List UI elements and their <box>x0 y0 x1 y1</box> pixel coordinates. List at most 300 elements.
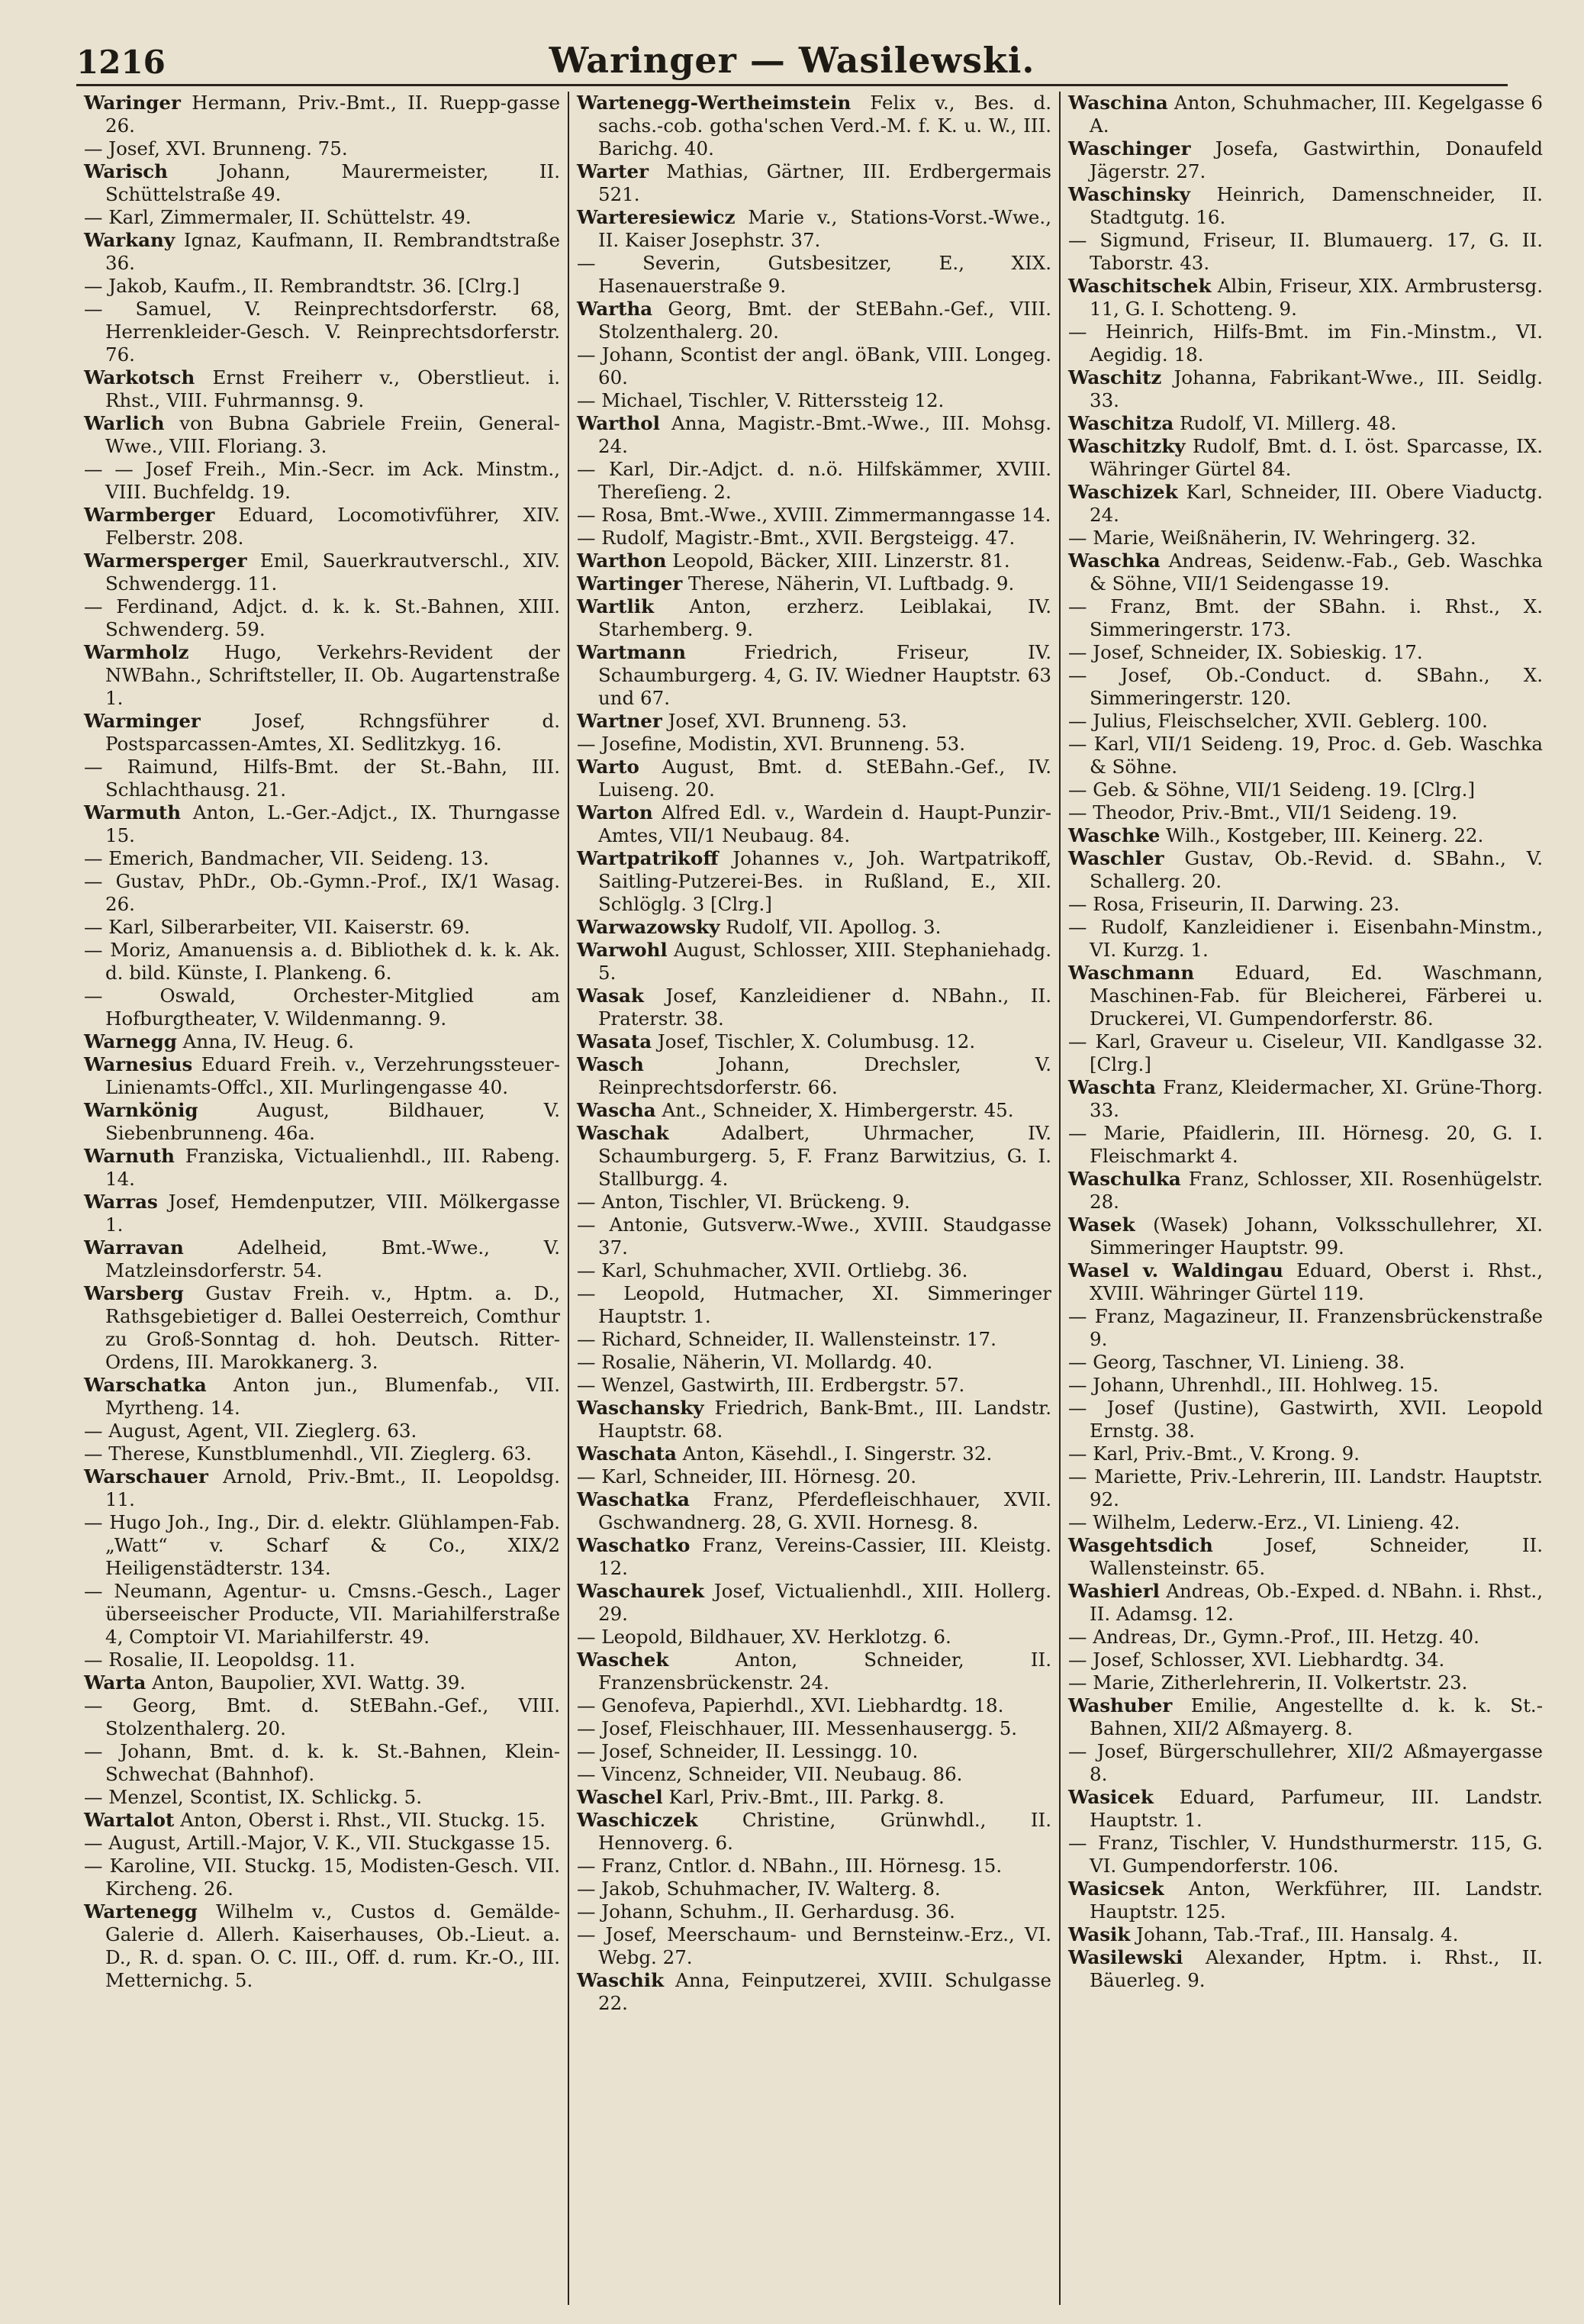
entry-surname: Waschaurek <box>577 1580 704 1602</box>
directory-entry <box>84 641 560 710</box>
directory-entry <box>84 870 560 916</box>
entry-surname: Warta <box>84 1671 146 1694</box>
directory-entry <box>577 1855 1051 1878</box>
entry-surname: Waschmann <box>1068 962 1195 984</box>
entry-surname: Warto <box>577 756 639 778</box>
entry-surname: Warthon <box>577 550 667 572</box>
directory-entry <box>577 710 1051 733</box>
directory-entry <box>577 206 1051 252</box>
entry-details: Alfred Edl. v., Wardein d. Haupt-Punzir-Amtes, VII/1 Neubaug. 84. <box>598 801 1051 846</box>
entry-details: — August, Agent, VII. Zieglerg. 63. <box>84 1420 417 1442</box>
directory-entry <box>84 595 560 641</box>
entry-surname: Wasata <box>577 1030 652 1052</box>
entry-surname: Warmholz <box>84 641 189 663</box>
directory-entry <box>577 1397 1051 1442</box>
entry-surname: Waschizek <box>1068 481 1178 503</box>
directory-entry <box>84 1442 560 1465</box>
entry-details: Albin, Friseur, XIX. Armbrustersg. 11, G. I. Schotteng. 9. <box>1090 275 1543 320</box>
entry-details: Johanna, Fabrikant-Wwe., III. Seidlg. 33. <box>1090 366 1543 411</box>
directory-entry <box>1068 1649 1543 1671</box>
entry-details: — Rosa, Bmt.-Wwe., XVIII. Zimmermanngasse 14. <box>577 504 1051 526</box>
entry-details: — Leopold, Hutmacher, XI. Simmeringer Hauptstr. 1. <box>577 1282 1051 1327</box>
directory-entry <box>1068 435 1544 481</box>
entry-details: Andreas, Ob.-Exped. d. NBahn. i. Rhst., II. Adamsg. 12. <box>1090 1580 1543 1625</box>
directory-entry <box>577 527 1051 550</box>
entry-details: — Johann, Schuhm., II. Gerhardusg. 36. <box>577 1900 955 1923</box>
directory-entry <box>1068 1374 1543 1397</box>
entry-details: Anton, Schuhmacher, III. Kegelgasse 6 A. <box>1090 92 1543 137</box>
column-3 <box>1059 92 1550 2305</box>
directory-entry <box>84 1145 560 1191</box>
entry-surname: Waschitz <box>1068 366 1162 388</box>
entry-surname: Waschik <box>577 1969 665 1991</box>
entry-details: — Wenzel, Gastwirth, III. Erdbergstr. 57. <box>577 1374 965 1396</box>
entry-surname: Waschel <box>577 1786 663 1808</box>
directory-entry <box>577 1626 1051 1649</box>
directory-entry <box>577 1809 1051 1855</box>
directory-entry <box>1068 1511 1543 1534</box>
entry-details: — Theodor, Priv.-Bmt., VII/1 Seideng. 19. <box>1068 801 1458 824</box>
directory-entry <box>1068 962 1543 1030</box>
entry-details: — Neumann, Agentur- u. Cmsns.-Gesch., Lager überseeischer Producte, VII. Mariahilferstraße 4, Comptoir VI. Mariahilferstr. 49. <box>84 1580 560 1648</box>
directory-entry <box>577 1122 1051 1191</box>
entry-details: Eduard, Locomotivführer, XIV. Felberstr. 208. <box>105 504 561 549</box>
directory-entry <box>84 1236 561 1282</box>
entry-surname: Warravan <box>84 1236 184 1259</box>
entry-details: — Menzel, Scontist, IX. Schlickg. 5. <box>84 1786 423 1808</box>
directory-entry <box>84 412 560 458</box>
directory-entry <box>84 1832 560 1855</box>
entry-details: Rudolf, Bmt. d. I. öst. Sparcasse, IX. Währinger Gürtel 84. <box>1090 435 1544 480</box>
entry-surname: Wartlik <box>577 595 655 617</box>
page-title: Waringer — Wasilewski. <box>549 40 1035 81</box>
entry-surname: Washuber <box>1068 1694 1173 1716</box>
entry-surname: Warmuth <box>84 801 182 824</box>
entry-surname: Warschauer <box>84 1465 208 1488</box>
entry-details: — Gustav, PhDr., Ob.-Gymn.-Prof., IX/1 Wasag. 26. <box>84 870 560 915</box>
directory-entry <box>577 985 1051 1030</box>
directory-entry <box>577 1969 1051 2015</box>
entry-details: Rudolf, VI. Millerg. 48. <box>1180 412 1397 434</box>
directory-entry <box>84 298 560 366</box>
entry-details: — Heinrich, Hilfs-Bmt. im Fin.-Minstm., VI. Aegidig. 18. <box>1068 321 1543 366</box>
directory-entry <box>1068 1465 1543 1511</box>
entry-details: — Samuel, V. Reinprechtsdorferstr. 68, Herrenkleider-Gesch. V. Reinprechtsdorferstr. 76. <box>84 298 560 366</box>
directory-entry <box>84 92 560 137</box>
entry-details: Josef, Victualienhdl., XIII. Hollerg. 29. <box>598 1580 1051 1625</box>
entry-details: Johannes v., Joh. Wartpatrikoff, Saitling-Putzerei-Bes. in Rußland, E., XII. Schlöglg. 3 [Clrg.] <box>598 847 1051 915</box>
entry-details: Gustav Freih. v., Hptm. a. D., Rathsgebietiger d. Ballei Oesterreich, Comthur zu Groß-Sonntag d. hoh. Deutsch. Ritter-Ordens, III. Marokkanerg. 3. <box>105 1282 560 1373</box>
directory-entry <box>84 1282 560 1374</box>
directory-entry <box>84 1786 560 1809</box>
entry-details: Rudolf, VII. Apollog. 3. <box>726 916 942 938</box>
directory-entry <box>84 1374 560 1420</box>
entry-details: — Leopold, Bildhauer, XV. Herklotzg. 6. <box>577 1626 951 1648</box>
directory-entry <box>1068 1076 1543 1122</box>
entry-details: — Ferdinand, Adjct. d. k. k. St.-Bahnen, XIII. Schwenderg. 59. <box>84 595 560 640</box>
entry-surname: Wasak <box>577 985 644 1007</box>
entry-details: August, Schlosser, XIII. Stephaniehadg. 5. <box>598 939 1051 984</box>
directory-entry <box>577 916 1051 939</box>
entry-details: Franziska, Victualienhdl., III. Rabeng. 14. <box>105 1145 560 1190</box>
entry-details: Ant., Schneider, X. Himbergerstr. 45. <box>662 1099 1014 1121</box>
directory-entry <box>84 1580 560 1649</box>
entry-surname: Wartalot <box>84 1809 175 1831</box>
entry-details: — Mariette, Priv.-Lehrerin, III. Landstr. Hauptstr. 92. <box>1068 1465 1543 1510</box>
directory-entry <box>577 298 1051 343</box>
directory-entry <box>84 710 560 756</box>
entry-details: Anton, Werkführer, III. Landstr. Hauptstr. 125. <box>1090 1878 1543 1923</box>
directory-entry <box>84 985 560 1030</box>
entry-details: Johann, Maurermeister, II. Schüttelstraße 49. <box>105 160 560 205</box>
directory-entry <box>577 412 1051 458</box>
directory-entry <box>1068 137 1544 183</box>
entry-surname: Waschata <box>577 1442 677 1465</box>
entry-details: Therese, Näherin, VI. Luftbadg. 9. <box>688 572 1015 595</box>
entry-details: — Josef, Schlosser, XVI. Liebhardtg. 34. <box>1068 1649 1445 1671</box>
entry-details: Franz, Schlosser, XII. Rosenhügelstr. 28. <box>1090 1168 1543 1213</box>
entry-surname: Washierl <box>1068 1580 1160 1602</box>
directory-entry <box>577 1351 1051 1374</box>
directory-entry <box>1068 1946 1543 1992</box>
directory-entry <box>577 1878 1051 1900</box>
directory-entry <box>577 1030 1051 1053</box>
directory-entry <box>84 1465 560 1511</box>
directory-entry <box>577 1488 1051 1534</box>
entry-surname: Waschinsky <box>1068 183 1190 205</box>
directory-entry <box>84 1420 560 1442</box>
directory-entry <box>84 1511 560 1580</box>
entry-surname: Wasik <box>1068 1923 1131 1945</box>
entry-surname: Warwazowsky <box>577 916 720 938</box>
directory-entry <box>1068 550 1543 595</box>
entry-details: August, Bmt. d. StEBahn.-Gef., IV. Luiseng. 20. <box>598 756 1051 801</box>
entry-details: — Richard, Schneider, II. Wallensteinstr. 17. <box>577 1328 996 1350</box>
directory-entry <box>1068 275 1543 321</box>
entry-details: — Georg, Bmt. d. StEBahn.-Gef., VIII. Stolzenthalerg. 20. <box>84 1694 560 1739</box>
entry-details: — August, Artill.-Major, V. K., VII. Stuckgasse 15. <box>84 1832 551 1854</box>
directory-entry <box>1068 824 1543 847</box>
directory-entry <box>577 1465 1051 1488</box>
entry-details: — Karl, VII/1 Seideng. 19, Proc. d. Geb. Waschka & Söhne. <box>1068 733 1543 778</box>
entry-details: — Josef, Ob.-Conduct. d. SBahn., X. Simmeringerstr. 120. <box>1068 664 1543 709</box>
entry-details: — Karl, Graveur u. Ciseleur, VII. Kandlgasse 32. [Clrg.] <box>1068 1030 1543 1075</box>
entry-surname: Warkotsch <box>84 366 195 388</box>
directory-entry <box>1068 1694 1543 1740</box>
entry-details: Josefa, Gastwirthin, Donaufeld Jägerstr. 27. <box>1090 137 1544 182</box>
directory-entry <box>84 756 560 801</box>
entry-details: Josef, Hemdenputzer, VIII. Mölkergasse 1. <box>105 1191 560 1236</box>
directory-entry <box>1068 1214 1543 1259</box>
directory-entry <box>577 595 1051 641</box>
directory-entry <box>577 1740 1051 1763</box>
directory-entry <box>84 458 560 504</box>
entry-details: — Karl, Dir.-Adjct. d. n.ö. Hilfskämmer, XVIII. Thereſieng. 2. <box>577 458 1051 503</box>
directory-entry <box>577 756 1051 801</box>
directory-entry <box>577 160 1051 206</box>
directory-entry <box>1068 1351 1543 1374</box>
entry-surname: Wasel v. Waldingau <box>1068 1259 1283 1281</box>
directory-entry <box>1068 1168 1543 1214</box>
entry-details: August, Bildhauer, V. Siebenbrunneng. 46a. <box>105 1099 560 1144</box>
entry-surname: Warton <box>577 801 653 824</box>
directory-entry <box>84 1809 560 1832</box>
entry-details: Gustav, Ob.-Revid. d. SBahn., V. Schallerg. 20. <box>1090 847 1543 892</box>
directory-entry <box>1068 1305 1543 1351</box>
entry-details: — Josef (Justine), Gastwirth, XVII. Leopold Ernstg. 38. <box>1068 1397 1543 1442</box>
entry-surname: Warlich <box>84 412 165 434</box>
directory-entry <box>1068 801 1543 824</box>
directory-entry <box>1068 1442 1543 1465</box>
entry-details: — Karl, Schuhmacher, XVII. Ortliebg. 36. <box>577 1259 968 1281</box>
directory-entry <box>1068 1786 1543 1832</box>
entry-details: Friedrich, Bank-Bmt., III. Landstr. Hauptstr. 68. <box>598 1397 1051 1442</box>
entry-details: Karl, Priv.-Bmt., III. Parkg. 8. <box>668 1786 945 1808</box>
directory-entry <box>84 1099 560 1145</box>
entry-details: Heinrich, Damenschneider, II. Stadtgutg. 16. <box>1090 183 1543 228</box>
directory-entry <box>577 1053 1051 1099</box>
directory-entry <box>84 847 560 870</box>
directory-entry <box>1068 1832 1543 1878</box>
directory-entry <box>577 939 1051 985</box>
entry-details: Franz, Kleidermacher, XI. Grüne-Thorg. 33. <box>1090 1076 1543 1121</box>
entry-details: — Wilhelm, Lederw.-Erz., VI. Linieng. 42. <box>1068 1511 1460 1533</box>
directory-entry <box>577 1214 1051 1259</box>
entry-details: Anna, Magistr.-Bmt.-Wwe., III. Mohsg. 24. <box>598 412 1051 457</box>
entry-details: — Rosalie, II. Leopoldsg. 11. <box>84 1649 356 1671</box>
entry-details: Anton, Oberst i. Rhst., VII. Stuckg. 15. <box>180 1809 546 1831</box>
entry-details: — Karoline, VII. Stuckg. 15, Modisten-Gesch. VII. Kircheng. 26. <box>84 1855 560 1900</box>
entry-surname: Warminger <box>84 710 201 732</box>
entry-details: — Josef, Fleischhauer, III. Messenhausergg. 5. <box>577 1717 1018 1739</box>
entry-details: — — Josef Freih., Min.-Secr. im Ack. Minstm., VIII. Buchfeldg. 19. <box>84 458 560 503</box>
entry-details: — Marie, Zitherlehrerin, II. Volkertstr. 23. <box>1068 1671 1468 1694</box>
entry-details: — Raimund, Hilfs-Bmt. der St.-Bahn, III. Schlachthausg. 21. <box>84 756 560 801</box>
entry-details: Wilhelm v., Custos d. Gemälde-Galerie d. Allerh. Kaiserhauses, Ob.-Lieut. a. D., R. d. span. O. C. III., Off. d. rum. Kr.-O., III. Metternichg. 5. <box>105 1900 561 1991</box>
directory-entry <box>1068 733 1543 778</box>
directory-entry <box>1068 1878 1543 1923</box>
entry-details: — Josef, Bürgerschullehrer, XII/2 Aßmayergasse 8. <box>1068 1740 1543 1785</box>
entry-details: — Michael, Tischler, V. Ritterssteig 12. <box>577 389 945 411</box>
directory-entry <box>577 1534 1051 1580</box>
directory-entry <box>577 550 1051 572</box>
entry-details: — Franz, Magazineur, II. Franzensbrückenstraße 9. <box>1068 1305 1543 1350</box>
directory-entry <box>1068 1397 1543 1442</box>
entry-details: Johann, Tab.-Traf., III. Hansalg. 4. <box>1136 1923 1459 1945</box>
entry-details: von Bubna Gabriele Freiin, General-Wwe., VIII. Floriang. 3. <box>105 412 560 457</box>
entry-surname: Waschansky <box>577 1397 704 1419</box>
entry-surname: Warter <box>577 160 649 182</box>
entry-details: — Josef, Meerschaum- und Bernsteinw.-Erz., VI. Webg. 27. <box>577 1923 1051 1968</box>
entry-details: Eduard, Parfumeur, III. Landstr. Hauptstr. 1. <box>1090 1786 1543 1831</box>
directory-columns <box>76 92 1550 2305</box>
entry-surname: Warsberg <box>84 1282 184 1304</box>
directory-entry <box>1068 778 1543 801</box>
entry-surname: Warwohl <box>577 939 668 961</box>
directory-entry <box>84 1649 560 1671</box>
entry-details: Anna, Feinputzerei, XVIII. Schulgasse 22. <box>598 1969 1051 2014</box>
directory-entry <box>577 1191 1051 1214</box>
directory-entry <box>1068 1740 1543 1786</box>
entry-details: — Josefine, Modistin, XVI. Brunneng. 53. <box>577 733 966 755</box>
entry-details: Ernst Freiherr v., Oberstlieut. i. Rhst., VIII. Fuhrmannsg. 9. <box>105 366 560 411</box>
entry-details: Josef, Schneider, II. Wallensteinstr. 65. <box>1090 1534 1543 1579</box>
directory-entry <box>1068 481 1543 527</box>
directory-entry <box>577 572 1051 595</box>
entry-surname: Waschka <box>1068 550 1161 572</box>
directory-entry <box>1068 1580 1543 1626</box>
entry-details: — Johann, Scontist der angl. öBank, VIII. Longeg. 60. <box>577 343 1051 388</box>
directory-entry <box>577 733 1051 756</box>
directory-entry <box>577 458 1051 504</box>
entry-surname: Warkany <box>84 229 175 251</box>
directory-entry <box>84 160 560 206</box>
entry-details: — Geb. & Söhne, VII/1 Seideng. 19. [Clrg.] <box>1068 778 1476 801</box>
entry-details: Franz, Vereins-Cassier, III. Kleistg. 12. <box>598 1534 1051 1579</box>
entry-details: Leopold, Bäcker, XIII. Linzerstr. 81. <box>672 550 1010 572</box>
directory-entry <box>84 275 560 298</box>
directory-entry <box>84 1900 561 1992</box>
entry-surname: Warthol <box>577 412 660 434</box>
directory-entry <box>84 504 561 550</box>
entry-surname: Warnesius <box>84 1053 193 1075</box>
entry-surname: Waschitza <box>1068 412 1174 434</box>
directory-entry <box>84 801 560 847</box>
entry-details: Friedrich, Friseur, IV. Schaumburgerg. 4, G. IV. Wiedner Hauptstr. 63 und 67. <box>598 641 1051 709</box>
entry-details: — Genofeva, Papierhdl., XVI. Liebhardtg. 18. <box>577 1694 1004 1716</box>
entry-details: Anton jun., Blumenfab., VII. Myrtheng. 14. <box>105 1374 560 1419</box>
entry-surname: Waschatka <box>577 1488 690 1510</box>
entry-details: Josef, Rchngsführer d. Postsparcassen-Amtes, XI. Sedlitzkyg. 16. <box>105 710 560 755</box>
directory-entry <box>577 1649 1051 1694</box>
entry-surname: Warnegg <box>84 1030 177 1052</box>
entry-surname: Wasek <box>1068 1214 1135 1236</box>
entry-surname: Wascha <box>577 1099 656 1121</box>
entry-details: — Severin, Gutsbesitzer, E., XIX. Hasenauerstraße 9. <box>577 252 1051 297</box>
directory-entry <box>84 1030 560 1053</box>
entry-surname: Wartmann <box>577 641 686 663</box>
entry-details: — Andreas, Dr., Gymn.-Prof., III. Hetzg. 40. <box>1068 1626 1479 1648</box>
directory-entry <box>577 1442 1051 1465</box>
entry-surname: Warschatka <box>84 1374 207 1396</box>
entry-details: Anton, erzherz. Leiblakai, IV. Starhemberg. 9. <box>598 595 1051 640</box>
directory-entry <box>577 343 1051 389</box>
entry-details: Felix v., Bes. d. sachs.-cob. gotha'schen Verd.-M. f. K. u. W., III. Barichg. 40. <box>598 92 1051 160</box>
entry-details: — Karl, Schneider, III. Hörnesg. 20. <box>577 1465 917 1488</box>
directory-entry <box>577 1900 1051 1923</box>
entry-surname: Waschatko <box>577 1534 691 1556</box>
entry-details: Marie v., Stations-Vorst.-Wwe., II. Kaiser Josephstr. 37. <box>598 206 1051 251</box>
entry-surname: Wartenegg <box>84 1900 198 1923</box>
directory-entry <box>1068 893 1543 916</box>
directory-entry <box>577 1099 1051 1122</box>
entry-details: — Hugo Joh., Ing., Dir. d. elektr. Glühlampen-Fab. „Watt“ v. Scharf & Co., XIX/2 Heiligenstädterstr. 134. <box>84 1511 560 1579</box>
header-rule <box>76 84 1508 86</box>
entry-surname: Wartpatrikoff <box>577 847 719 869</box>
entry-details: — Marie, Pfaidlerin, III. Hörnesg. 20, G. I. Fleischmarkt 4. <box>1068 1122 1543 1167</box>
entry-details: Mathias, Gärtner, III. Erdbergermais 521. <box>598 160 1051 205</box>
entry-surname: Warmberger <box>84 504 215 526</box>
directory-entry <box>577 1763 1051 1786</box>
directory-entry <box>84 206 560 229</box>
entry-surname: Waschta <box>1068 1076 1156 1098</box>
entry-details: — Moriz, Amanuensis a. d. Bibliothek d. k. k. Ak. d. bild. Künste, I. Plankeng. 6. <box>84 939 560 984</box>
column-2 <box>568 92 1059 2305</box>
page-header <box>76 27 1508 81</box>
entry-details: Johann, Drechsler, V. Reinprechtsdorferstr. 66. <box>598 1053 1051 1098</box>
directory-entry <box>1068 1030 1543 1076</box>
directory-entry <box>84 1671 560 1694</box>
entry-details: Josef, Tischler, X. Columbusg. 12. <box>657 1030 976 1052</box>
entry-details: — Julius, Fleischselcher, XVII. Geblerg. 100. <box>1068 710 1488 732</box>
directory-entry <box>577 1259 1051 1282</box>
entry-surname: Waschitzky <box>1068 435 1186 457</box>
entry-surname: Waschek <box>577 1649 669 1671</box>
directory-entry <box>1068 229 1543 275</box>
directory-entry <box>1068 92 1543 137</box>
directory-entry <box>84 137 560 160</box>
entry-details: — Rudolf, Magistr.-Bmt., XVII. Bergsteigg. 47. <box>577 527 1016 549</box>
entry-surname: Waringer <box>84 92 181 114</box>
directory-entry <box>1068 1534 1543 1580</box>
directory-entry <box>577 1282 1051 1328</box>
entry-details: — Vincenz, Schneider, VII. Neubaug. 86. <box>577 1763 963 1785</box>
entry-surname: Waschiczek <box>577 1809 698 1831</box>
directory-entry <box>577 1923 1051 1969</box>
entry-details: — Marie, Weißnäherin, IV. Wehringerg. 32. <box>1068 527 1476 549</box>
entry-surname: Waschina <box>1068 92 1168 114</box>
directory-entry <box>1068 1259 1543 1305</box>
directory-entry <box>577 1786 1051 1809</box>
entry-surname: Wasicsek <box>1068 1878 1164 1900</box>
entry-details: — Georg, Taschner, VI. Linieng. 38. <box>1068 1351 1405 1373</box>
entry-surname: Warnkönig <box>84 1099 198 1121</box>
entry-details: Eduard, Oberst i. Rhst., XVIII. Währinger Gürtel 119. <box>1090 1259 1543 1304</box>
directory-entry <box>577 1580 1051 1626</box>
directory-entry <box>577 504 1051 527</box>
directory-entry <box>577 1694 1051 1717</box>
entry-details: Karl, Schneider, III. Obere Viaductg. 24. <box>1090 481 1543 526</box>
entry-details: Christine, Grünwhdl., II. Hennoverg. 6. <box>598 1809 1051 1854</box>
entry-details: Adalbert, Uhrmacher, IV. Schaumburgerg. 5, F. Franz Barwitzius, G. I. Stallburgg. 4. <box>598 1122 1051 1190</box>
directory-entry <box>84 939 560 985</box>
entry-details: Adelheid, Bmt.-Wwe., V. Matzleinsdorferstr. 54. <box>105 1236 561 1281</box>
directory-entry <box>577 1374 1051 1397</box>
entry-details: — Anton, Tischler, VI. Brückeng. 9. <box>577 1191 910 1213</box>
directory-entry <box>1068 366 1543 412</box>
entry-details: Emilie, Angestellte d. k. k. St.-Bahnen, XII/2 Aßmayerg. 8. <box>1090 1694 1543 1739</box>
entry-details: — Jakob, Schuhmacher, IV. Walterg. 8. <box>577 1878 941 1900</box>
directory-entry <box>577 641 1051 710</box>
entry-surname: Wasch <box>577 1053 644 1075</box>
directory-entry <box>577 1717 1051 1740</box>
directory-entry <box>1068 595 1543 641</box>
entry-details: — Therese, Kunstblumenhdl., VII. Zieglerg. 63. <box>84 1442 532 1465</box>
directory-entry <box>1068 710 1543 733</box>
entry-surname: Warisch <box>84 160 168 182</box>
entry-details: — Sigmund, Friseur, II. Blumauerg. 17, G. II. Taborstr. 43. <box>1068 229 1543 274</box>
entry-details: (Wasek) Johann, Volksschullehrer, XI. Simmeringer Hauptstr. 99. <box>1090 1214 1543 1259</box>
entry-surname: Warmersperger <box>84 550 247 572</box>
directory-entry <box>1068 412 1543 435</box>
directory-entry <box>577 1328 1051 1351</box>
entry-details: Ignaz, Kaufmann, II. Rembrandtstraße 36. <box>105 229 560 274</box>
entry-surname: Waschak <box>577 1122 669 1144</box>
entry-surname: Waschinger <box>1068 137 1191 160</box>
entry-details: — Karl, Silberarbeiter, VII. Kaiserstr. 69. <box>84 916 471 938</box>
entry-surname: Wartner <box>577 710 662 732</box>
directory-entry <box>577 252 1051 298</box>
